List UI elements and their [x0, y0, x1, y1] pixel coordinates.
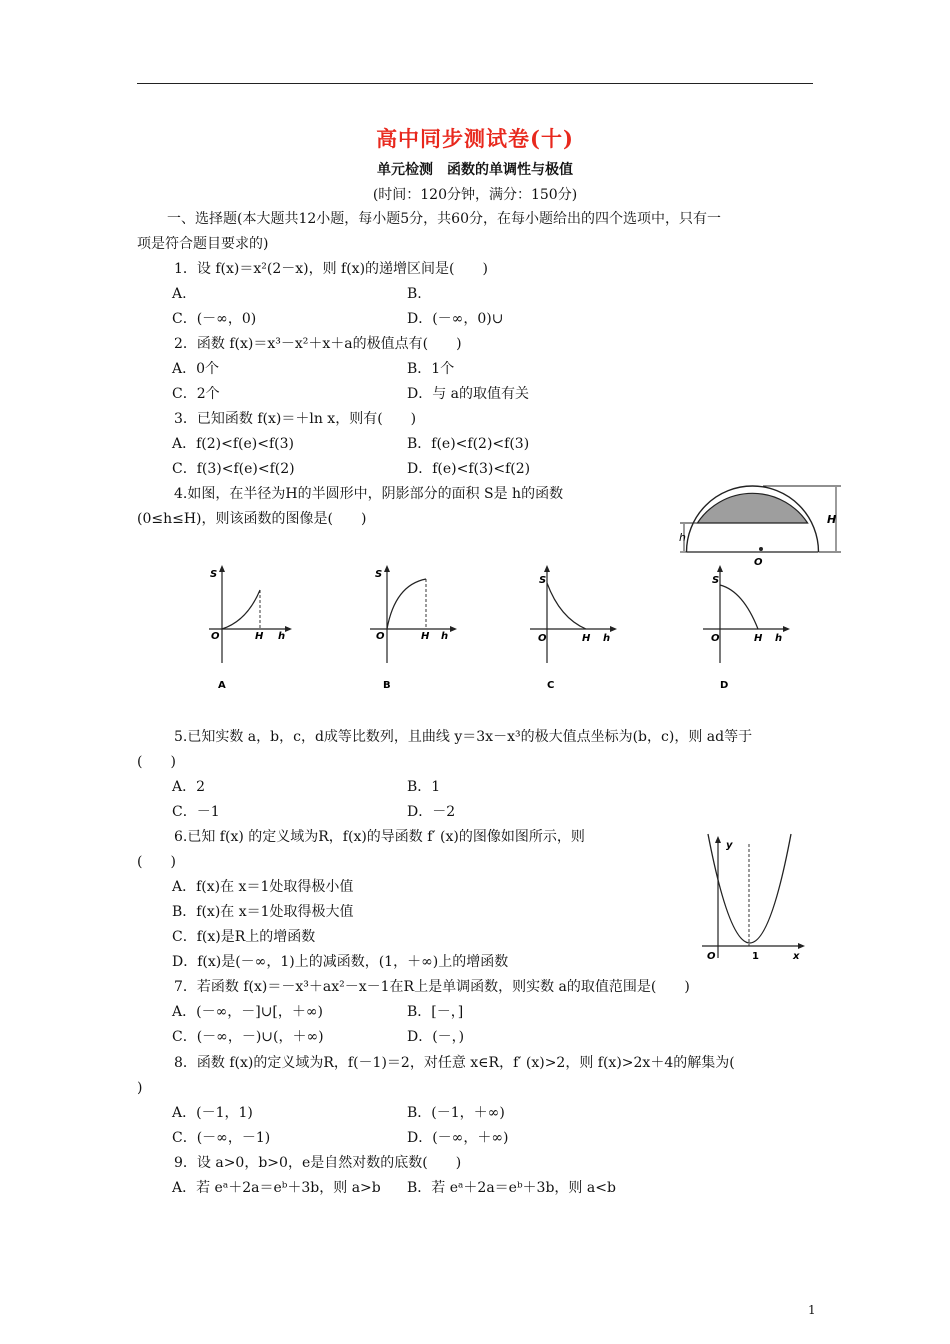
- caption-b: B: [383, 680, 391, 691]
- graph-d: [703, 563, 798, 693]
- q3-option-a: A．f(2)<f(e)<f(3): [172, 436, 294, 452]
- q8-stem-1: 8．函数 f(x)的定义域为R，f(－1)＝2，对任意 x∈R，f′ (x)>2，则 f(x)>2x＋4的解集为(: [174, 1055, 735, 1071]
- q8-option-b: B．(－1，＋∞): [407, 1105, 505, 1121]
- q1-stem: 1．设 f(x)＝x²(2－x)，则 f(x)的递增区间是( ): [174, 261, 488, 277]
- q1-option-c: C．(－∞，0): [172, 311, 257, 327]
- svg-text:h: h: [278, 631, 286, 642]
- caption-d: D: [720, 680, 729, 691]
- q2-option-c: C．2个: [172, 386, 220, 402]
- q5-option-d: D．－2: [407, 804, 456, 820]
- svg-text:y: y: [726, 840, 733, 851]
- fig4-label-H: H: [827, 513, 837, 526]
- svg-text:O: O: [376, 631, 385, 642]
- q2-stem: 2．函数 f(x)＝x³－x²＋x＋a的极值点有( ): [174, 336, 462, 352]
- svg-text:1: 1: [752, 951, 759, 962]
- section-intro-2: 项是符合题目要求的): [137, 236, 269, 252]
- curve-c: [547, 583, 586, 629]
- q8-option-d: D．(－∞，＋∞): [407, 1130, 509, 1146]
- header-rule: [137, 83, 813, 84]
- svg-text:S: S: [712, 575, 720, 586]
- q4-stem-1: 4.如图，在半径为H的半圆形中，阴影部分的面积 S是 h的函数: [174, 486, 564, 502]
- q8-stem-2: ): [137, 1080, 143, 1096]
- center-dot: [759, 547, 763, 551]
- svg-text:x: x: [793, 951, 800, 962]
- caption-c: C: [547, 680, 555, 691]
- q7-option-b: B．[－，]: [407, 1004, 464, 1020]
- svg-text:H: H: [421, 631, 430, 642]
- q2-option-d: D．与 a的取值有关: [407, 386, 530, 402]
- svg-text:O: O: [211, 631, 220, 642]
- svg-text:O: O: [538, 633, 547, 644]
- svg-text:h: h: [775, 633, 783, 644]
- svg-text:S: S: [210, 569, 218, 580]
- q6-option-d: D．f(x)是(－∞，1)上的减函数，(1，＋∞)上的增函数: [172, 954, 509, 970]
- q2-option-a: A．0个: [172, 361, 220, 377]
- svg-text:H: H: [582, 633, 591, 644]
- svg-text:O: O: [707, 951, 716, 962]
- q3-option-b: B．f(e)<f(2)<f(3): [407, 436, 530, 452]
- curve-a: [222, 590, 260, 629]
- q2-option-b: B．1个: [407, 361, 455, 377]
- q4-stem-2: (0≤h≤H)，则该函数的图像是( ): [137, 511, 367, 527]
- svg-text:h: h: [441, 631, 449, 642]
- q8-option-c: C．(－∞，－1): [172, 1130, 271, 1146]
- svg-text:S: S: [539, 575, 547, 586]
- q1-option-b: B.: [407, 286, 422, 302]
- q7-option-c: C．(－∞，－)∪(，＋∞): [172, 1029, 324, 1045]
- q6-option-a: A．f(x)在 x＝1处取得极小值: [172, 879, 354, 895]
- fig4-label-O: O: [754, 557, 763, 568]
- q3-stem: 3．已知函数 f(x)＝＋ln x，则有( ): [174, 411, 417, 427]
- q3-option-c: C．f(3)<f(e)<f(2): [172, 461, 295, 477]
- time-info: (时间：120分钟，满分：150分): [372, 187, 578, 203]
- q5-option-b: B．1: [407, 779, 441, 795]
- q1-option-d: D．(－∞，0)∪: [407, 311, 504, 327]
- section-intro-1: 一、选择题(本大题共12小题，每小题5分，共60分，在每小题给出的四个选项中，只有一: [167, 211, 721, 227]
- q8-option-a: A．(－1，1): [172, 1105, 253, 1121]
- q1-option-a: A.: [172, 286, 187, 302]
- q5-option-c: C．－1: [172, 804, 220, 820]
- parabola: [708, 834, 791, 943]
- q3-option-d: D．f(e)<f(3)<f(2): [407, 461, 531, 477]
- curve-d: [720, 585, 758, 629]
- graph-b: [370, 563, 465, 693]
- svg-text:H: H: [754, 633, 763, 644]
- svg-text:O: O: [711, 633, 720, 644]
- q7-option-a: A．(－∞，－]∪[，＋∞): [172, 1004, 324, 1020]
- graph-a: [205, 563, 300, 693]
- q7-stem: 7．若函数 f(x)＝－x³＋ax²－x－1在R上是单调函数，则实数 a的取值范围是( ): [174, 979, 690, 995]
- q6-stem-2: ( ): [137, 854, 176, 870]
- q9-stem: 9．设 a>0，b>0，e是自然对数的底数( ): [174, 1155, 462, 1171]
- page-number: 1: [808, 1303, 816, 1317]
- svg-text:H: H: [255, 631, 264, 642]
- q6-stem-1: 6.已知 f(x) 的定义域为R，f(x)的导函数 f′ (x)的图像如图所示，则: [174, 829, 585, 845]
- page-title: 高中同步测试卷(十): [376, 126, 574, 151]
- page-subtitle: 单元检测 函数的单调性与极值: [377, 162, 573, 178]
- svg-text:h: h: [603, 633, 611, 644]
- derivative-graph: [698, 832, 813, 968]
- caption-a: A: [218, 680, 226, 691]
- q9-option-b: B．若 eᵃ＋2a＝eᵇ＋3b，则 a<b: [407, 1180, 616, 1196]
- svg-text:S: S: [375, 569, 383, 580]
- q5-option-a: A．2: [172, 779, 206, 795]
- q9-option-a: A．若 eᵃ＋2a＝eᵇ＋3b，则 a>b: [172, 1180, 381, 1196]
- q5-stem-2: ( ): [137, 754, 176, 770]
- q7-option-d: D．(－，): [407, 1029, 465, 1045]
- q6-option-c: C．f(x)是R上的增函数: [172, 929, 316, 945]
- semicircle-figure: [676, 478, 846, 574]
- q5-stem-1: 5.已知实数 a，b，c，d成等比数列，且曲线 y＝3x－x³的极大值点坐标为(b，c)，则 ad等于: [174, 729, 753, 745]
- graph-c: [530, 563, 625, 693]
- q6-option-b: B．f(x)在 x＝1处取得极大值: [172, 904, 354, 920]
- fig4-label-h: h: [679, 531, 686, 544]
- curve-b: [387, 579, 426, 629]
